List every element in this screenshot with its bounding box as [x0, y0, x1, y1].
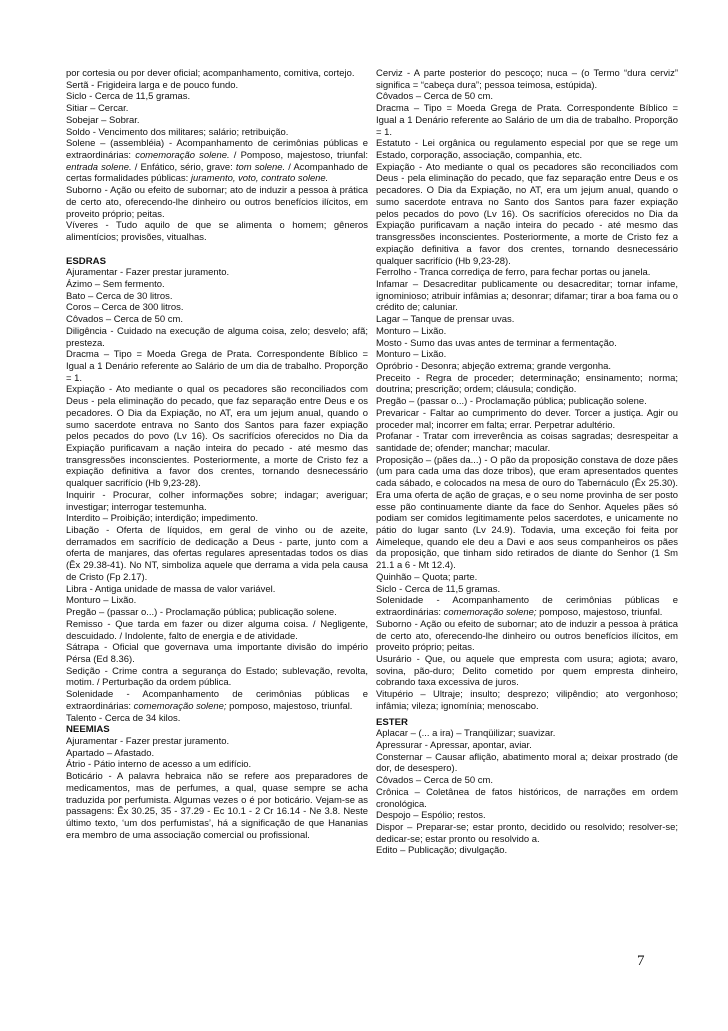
- entry-solenidade: [376, 595, 678, 618]
- entry-apressurar: Apressurar - Apressar, apontar, aviar.: [376, 739, 532, 751]
- entry-siclo: Siclo - Cerca de 11,5 gramas.: [376, 583, 501, 595]
- left-column: [66, 68, 368, 841]
- solene-example-1: comemoração solene.: [135, 150, 230, 162]
- entry-vituperio: Vitupério – Ultraje; insulto; desprezo; vilipêndio; ato vergonhoso; infâmia; vileza; ignomínia; menoscabo.: [376, 689, 678, 712]
- entry-ajuramentar-2: Ajuramentar - Fazer prestar juramento.: [66, 735, 230, 747]
- entry-despojo: Despojo – Espólio; restos.: [376, 810, 486, 822]
- section-heading-neemias: NEEMIAS: [66, 724, 110, 736]
- entry-oprobrio: Opróbrio - Desonra; abjeção extrema; grande vergonha.: [376, 360, 612, 372]
- right-column: [376, 68, 678, 857]
- entry-monturo: Monturo – Lixão.: [376, 325, 447, 337]
- entry-estatuto: Estatuto - Lei orgânica ou regulamento especial por que se rege um Estado, corporação, associação, companhia, etc.: [376, 138, 678, 162]
- entry-solene: [66, 138, 368, 185]
- entry-sitiar: Sitiar – Cercar.: [66, 103, 129, 115]
- solenidade-example: comemoração solene;: [133, 700, 227, 712]
- entry-suborno: Suborno - Ação ou efeito de subornar; ato de induzir a pessoa à prática de certo ato, oferecendo-lhe dinheiro ou outros benefícios ilícitos, em proveito próprio; peitas.: [66, 185, 368, 220]
- entry-lagar: Lagar – Tanque de prensar uvas.: [376, 314, 515, 326]
- entry-consternar: Consternar – Causar aflição, abatimento moral a; deixar prostrado (de dor, de desespero).: [376, 751, 678, 775]
- entry-dracma: Dracma – Tipo = Moeda Grega de Prata. Correspondente Bíblico = Igual a 1 Denário referente ao Salário de um dia de trabalho. Proporção = 1.: [66, 349, 368, 384]
- solenidade-example: comemoração solene;: [443, 607, 537, 619]
- entry-sedicao: Sedição - Crime contra a segurança do Estado; sublevação, revolta, motim. / Perturbação da ordem pública.: [66, 665, 368, 689]
- solene-example-4: juramento, voto, contrato solene.: [190, 173, 329, 185]
- entry-usurario: Usurário - Que, ou aquele que empresta com usura; agiota; avaro, sovina, pão-duro; Delito cometido por quem empresta dinheiro, cobrando taxa excessiva de juros.: [376, 653, 678, 689]
- section-heading-esdras: ESDRAS: [66, 255, 106, 267]
- entry-cronica: Crônica – Coletânea de fatos históricos, de narrações em ordem cronológica.: [376, 786, 678, 810]
- entry-covados-2: Côvados – Cerca de 50 cm.: [376, 775, 493, 787]
- entry-sobejar: Sobejar – Sobrar.: [66, 114, 140, 126]
- entry-expiacao: Expiação - Ato mediante o qual os pecadores são reconciliados com Deus - pela eliminação do pecado, que faz separação entre Deus e os pecadores. O Dia da Expiação, no AT, era um jejum anual, quando o sumo sacerdote entrava no Santo dos Santos para fazer expiação pelos pecados do povo (Lv 16). Os sacrifícios oferecidos no Dia da Expiação purificavam a nação inteira do pecado - até mesmo das transgressões inconscientes. Posteriormente, a morte de Cristo fez a expiação definitiva a favor dos crentes, tornando desnecessário qualquer sacrifício (Hb 9,23-28).: [66, 384, 368, 490]
- entry-ajuramentar: Ajuramentar - Fazer prestar juramento.: [66, 267, 230, 279]
- entry-boticario: Boticário - A palavra hebraica não se refere aos preparadores de medicamentos, mas de perfumes, a qual, quase sempre se acha traduzida por perfumista. Algumas vezes o é por boticário. Vejam-se as passagens: Êx 30.25, 35 - 37.29 - Ec 10.1 - 2 Cr 16.14 - Ne 3.8. Neste último texto, ‘um dos perfumistas’, há a significação de que Hananias era membro de uma associação comercial ou profissional.: [66, 771, 368, 841]
- solene-example-3: tom solene.: [235, 161, 286, 173]
- entry-serta: Sertã - Frigideira larga e de pouco fundo.: [66, 79, 239, 91]
- entry-siclo: Siclo - Cerca de 11,5 gramas.: [66, 91, 191, 103]
- entry-dispor: Dispor – Preparar-se; estar pronto, decidido ou resolvido; resolver-se; dedicar-se; estar pronto ou resolvido a.: [376, 822, 678, 845]
- entry-libacao: Libação - Oferta de líquidos, em geral de vinho ou de azeite, derramados em sacrifício de dedicação a Deus - parte, junto com a oferta de manjares, das ofertas regulares apresentadas todos os dias (Êx 29.38-41). No NT, simboliza aquele que derrama a vida pela causa de Cristo (Fp 2.17).: [66, 525, 368, 583]
- entry-cerviz: Cerviz - A parte posterior do pescoço; nuca – (o Termo “dura cerviz” significa = “cabeça dura”; pessoa teimosa, estúpida).: [376, 68, 678, 91]
- solene-text-2: / Pomposo, majestoso, triunfal:: [229, 150, 368, 162]
- entry-viveres: Víveres - Tudo aquilo de que se alimenta o homem; gêneros alimentícios; provisões, vitualhas.: [66, 220, 368, 244]
- entry-interdito: Interdito – Proibição; interdição; impedimento.: [66, 513, 258, 525]
- solenidade-text-1: Solenidade - Acompanhamento de cerimônias públicas e extraordinárias:: [66, 689, 368, 712]
- entry-diligencia: Diligência - Cuidado na execução de alguma coisa, zelo; desvelo; afã; presteza.: [66, 325, 368, 349]
- page-number: 7: [637, 953, 645, 969]
- solenidade-text-2: pomposo, majestoso, triunfal.: [226, 700, 353, 712]
- entry-bato: Bato – Cerca de 30 litros.: [66, 290, 173, 302]
- entry-cortesia: por cortesia ou por dever oficial; acompanhamento, comitiva, cortejo.: [66, 68, 355, 79]
- entry-libra: Libra - Antiga unidade de massa de valor variável.: [66, 583, 276, 595]
- entry-monturo: Monturo – Lixão.: [66, 595, 137, 607]
- section-heading-ester: ESTER: [376, 716, 408, 728]
- solene-text-4: / Acompanhado de certas formalidades públicas:: [66, 161, 368, 185]
- entry-azimo: Ázimo – Sem fermento.: [66, 278, 165, 290]
- entry-proposicao: Proposição – (pães da...) - O pão da proposição constava de doze pães (um para cada uma das doze tribos), que eram apresentados quentes cada sábado, e colocados na mesa de ouro do Tabernáculo (Êx 25.30). Era uma oferta de ação de graças, e o seu nome provinha de ser posto esse pão continuamente diante da face do Senhor. Aqueles pães só podiam ser comidos legitimamente pelos sacerdotes, e unicamente no pátio do lugar santo (Lv 24.9). Todavia, uma exceção foi feita por Aimeleque, quando ele deu a Davi e aos seus companheiros os pães da proposição, que tinham sido retirados de diante do Senhor (1 Sm 21.1 a 6 - Mt 12.4).: [376, 454, 678, 572]
- solene-example-2: entrada solene.: [66, 161, 132, 173]
- entry-pregao: Pregão – (passar o...) - Proclamação pública; publicação solene.: [376, 396, 647, 408]
- entry-ferrolho: Ferrolho - Tranca corrediça de ferro, para fechar portas ou janela.: [376, 267, 651, 279]
- entry-pregao: Pregão – (passar o...) - Proclamação pública; publicação solene.: [66, 607, 337, 619]
- entry-inquirir: Inquirir - Procurar, colher informações sobre; indagar; averiguar; investigar; interrogar testemunha.: [66, 489, 368, 513]
- entry-covados: Côvados – Cerca de 50 cm.: [376, 91, 493, 103]
- entry-mosto: Mosto - Sumo das uvas antes de terminar a fermentação.: [376, 337, 617, 349]
- entry-preceito: Preceito - Regra de proceder; determinação; ensinamento; norma; doutrina; prescrição; ordem; cláusula; condição.: [376, 372, 678, 396]
- entry-apartado: Apartado – Afastado.: [66, 747, 155, 759]
- entry-solenidade: [66, 689, 368, 712]
- solene-text-3: / Enfático, sério, grave:: [131, 161, 236, 173]
- entry-prevaricar: Prevaricar - Faltar ao cumprimento do dever. Torcer a justiça. Agir ou proceder mal; incorrer em falta; errar. Perpetrar adultério.: [376, 407, 678, 431]
- entry-suborno: Suborno - Ação ou efeito de subornar; ato de induzir a pessoa à prática de certo ato, oferecendo-lhe dinheiro ou outros benefícios ilícitos, em proveito próprio; peitas.: [376, 618, 678, 654]
- entry-expiacao: Expiação - Ato mediante o qual os pecadores são reconciliados com Deus - pela eliminação do pecado, que faz separação entre Deus e os pecadores. O Dia da Expiação, no AT, era um jejum anual, quando o sumo sacerdote entrava no Santo dos Santos para fazer expiação pelos pecados do povo (Lv 16). Os sacrifícios oferecidos no Dia da Expiação purificavam a nação inteira do pecado - até mesmo das transgressões inconscientes. Posteriormente, a morte de Cristo fez a expiação definitiva a favor dos crentes, tornando desnecessário qualquer sacrifício (Hb 9,23-28).: [376, 161, 678, 267]
- entry-soldo: Soldo - Vencimento dos militares; salário; retribuição.: [66, 126, 289, 138]
- entry-coros: Coros – Cerca de 300 litros.: [66, 302, 184, 314]
- entry-monturo-2: Monturo – Lixão.: [376, 349, 447, 361]
- entry-aplacar: Aplacar – (... a ira) – Tranqüilizar; suavizar.: [376, 728, 556, 740]
- entry-quinhao: Quinhão – Quota; parte.: [376, 571, 478, 583]
- entry-covados: Côvados – Cerca de 50 cm.: [66, 314, 183, 326]
- entry-profanar: Profanar - Tratar com irreverência as coisas sagradas; desrespeitar a santidade de; ofender; manchar; macular.: [376, 431, 678, 454]
- entry-edito: Edito – Publicação; divulgação.: [376, 845, 508, 857]
- solenidade-text-1: Solenidade - Acompanhamento de cerimônias públicas e extraordinárias:: [376, 595, 678, 619]
- entry-infamar: Infamar – Desacreditar publicamente ou desacreditar; tornar infame, ignominioso; atribuir infâmias a; desonrar; difamar; tirar a boa fama ou o crédito de; caluniar.: [376, 278, 678, 314]
- entry-atrio: Átrio - Pátio interno de acesso a um edifício.: [66, 759, 252, 771]
- entry-remisso: Remisso - Que tarda em fazer ou dizer alguma coisa. / Negligente, descuidado. / Indolente, falto de energia e de atividade.: [66, 618, 368, 642]
- entry-talento: Talento - Cerca de 34 kilos.: [66, 712, 181, 724]
- solene-text-1: Solene – (assembléia) - Acompanhamento de cerimônias públicas e extraordinárias:: [66, 138, 368, 162]
- entry-dracma: Dracma – Tipo = Moeda Grega de Prata. Correspondente Bíblico = Igual a 1 Denário referente ao Salário de um dia de trabalho. Proporção = 1.: [376, 103, 678, 138]
- entry-satrapa: Sátrapa - Oficial que governava uma importante divisão do império Pérsa (Ed 8.36).: [66, 642, 368, 665]
- solenidade-text-2: pomposo, majestoso, triunfal.: [536, 607, 663, 619]
